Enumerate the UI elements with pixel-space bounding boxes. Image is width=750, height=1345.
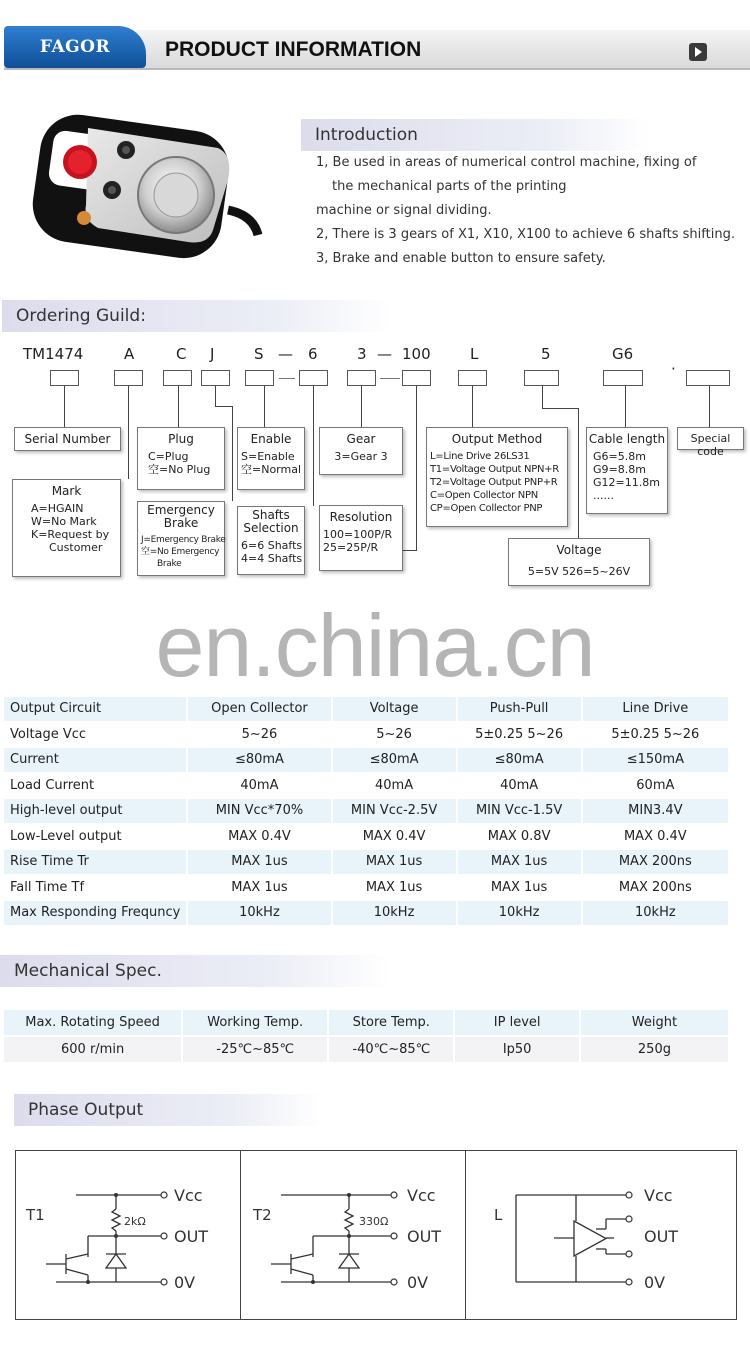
box-enable [237,427,305,490]
table-cell: Current [4,748,186,772]
code-slot [201,370,230,386]
code-part: 3 [357,345,367,363]
box-title: Emergency Brake [147,503,215,530]
connector [232,406,233,501]
table-cell: ≤80mA [458,748,581,772]
dash-line [380,378,400,379]
box-title: Enable [250,432,292,446]
code-part: S [254,345,264,363]
table-row [4,799,728,823]
table-cell: Max. Rotating Speed [4,1010,181,1035]
box-line: T2=Voltage Output PNP+R [430,477,558,488]
code-slot [347,370,376,386]
brand-logo: FAGOR [4,26,146,68]
table-row [4,723,728,747]
table-cell: Voltage [333,697,456,721]
box-line: Brake [157,559,182,569]
table-cell: 600 r/min [4,1037,181,1062]
intro-line: 1, Be used in areas of numerical control machine, fixing of [316,155,697,170]
table-row [4,901,728,925]
table-cell: MAX 1us [458,850,581,874]
table-cell: MAX 0.4V [188,825,330,849]
table-cell: 10kHz [583,901,728,925]
table-row [4,850,728,874]
box-voltage [508,538,650,586]
ordering-title: Ordering Guild: [2,300,392,332]
table-cell: Push-Pull [458,697,581,721]
box-title: Special code [690,432,731,458]
mechanical-title: Mechanical Spec. [0,955,390,987]
table-cell: Load Current [4,774,186,798]
code-slot [245,370,274,386]
table-cell: Open Collector [188,697,330,721]
intro-line: 3, Brake and enable button to ensure safety. [316,251,606,266]
box-line: K=Request by [31,528,110,541]
box-line: W=No Mark [31,515,97,528]
table-cell: ≤80mA [333,748,456,772]
table-cell: 40mA [333,774,456,798]
box-line: 100=100P/R [323,528,393,541]
table-cell: Rise Time Tr [4,850,186,874]
connector [313,386,314,506]
code-slot [458,370,487,386]
watermark: en.china.cn [155,596,595,695]
connector [472,386,473,427]
circuit-t1 [16,1151,239,1319]
table-cell: ≤80mA [188,748,330,772]
table-row [4,876,728,900]
table-cell: -40℃~85℃ [329,1037,453,1062]
zero-volt-label: 0V [644,1273,666,1292]
box-plug [137,427,225,490]
box-line: T1=Voltage Output NPN+R [430,464,559,475]
box-output-method [426,427,568,527]
connector [64,386,65,427]
table-cell: 60mA [583,774,728,798]
table-cell: MAX 0.8V [458,825,581,849]
code-slot [299,370,328,386]
table-cell: 250g [581,1037,728,1062]
box-serial-number [14,427,121,451]
table-cell: 10kHz [333,901,456,925]
table-cell: MAX 200ns [583,876,728,900]
code-part: TM1474 [23,345,84,363]
table-cell: MIN Vcc-2.5V [333,799,456,823]
table-row [4,697,728,721]
box-line: C=Plug [148,450,189,463]
connector [178,386,179,427]
out-label: OUT [644,1227,679,1246]
dash-line [279,378,295,379]
box-emergency-brake [137,501,225,576]
connector [625,386,626,427]
page-title: PRODUCT INFORMATION [165,38,422,61]
table-cell: Line Drive [583,697,728,721]
out-label: OUT [174,1227,209,1246]
table-cell: Voltage Vcc [4,723,186,747]
box-line: C=Open Collector NPN [430,490,538,501]
intro-line: the mechanical parts of the printing [332,179,567,194]
box-resolution [319,505,403,571]
code-slot [50,370,79,386]
intro-line: machine or signal dividing. [316,203,492,218]
code-part: G6 [612,345,634,363]
intro-title: Introduction [301,119,651,151]
table-cell: MAX 200ns [583,850,728,874]
code-part: 5 [541,345,551,363]
table-cell: IP level [455,1010,579,1035]
zero-volt-label: 0V [407,1273,429,1292]
code-part: A [124,345,135,363]
table-row [4,774,728,798]
box-line: 空=No Emergency [141,547,220,557]
code-part: 6 [308,345,318,363]
connector [709,386,710,427]
table-cell: MAX 1us [188,876,330,900]
circuit-label: T1 [26,1206,45,1224]
vcc-label: Vcc [644,1186,673,1205]
table-cell: MAX 0.4V [333,825,456,849]
code-slot [402,370,431,386]
box-line: G9=8.8m [593,463,646,476]
product-image [28,110,268,260]
table-row [4,825,728,849]
connector [542,408,578,409]
table-cell: Weight [581,1010,728,1035]
table-cell: MAX 1us [188,850,330,874]
box-line: 6=6 Shafts [241,539,303,552]
vcc-label: Vcc [174,1186,203,1205]
table-cell: MAX 0.4V [583,825,728,849]
box-gear [319,427,403,475]
vcc-label: Vcc [407,1186,436,1205]
box-line: 25=25P/R [323,541,379,554]
table-row [4,1037,728,1062]
resistor-value: 330Ω [359,1215,389,1228]
box-title: Shafts Selection [243,508,299,535]
connector [578,408,579,538]
table-cell: MIN Vcc-1.5V [458,799,581,823]
table-cell: 5~26 [188,723,330,747]
table-cell: High-level output [4,799,186,823]
box-line: 空=Normal [241,463,302,476]
table-cell: MIN3.4V [583,799,728,823]
box-shafts-selection [237,506,305,575]
table-cell: MAX 1us [333,876,456,900]
table-cell: MAX 1us [333,850,456,874]
table-cell: Ip50 [455,1037,579,1062]
box-title: Output Method [451,432,543,446]
box-cable-length [586,427,668,514]
box-line: A=HGAIN [31,502,84,515]
code-slot [524,370,559,386]
box-line: 4=4 Shafts [241,552,303,565]
box-line: 5=5V 526=5~26V [527,565,631,578]
table-cell: 5±0.25 5~26 [583,723,728,747]
box-title: Mark [51,484,82,498]
box-title: Plug [168,432,194,446]
out-label: OUT [407,1227,442,1246]
box-line: ...... [593,489,614,502]
box-line: 3=Gear 3 [334,450,388,463]
play-icon[interactable] [689,43,707,61]
connector [264,386,265,427]
table-cell: Working Temp. [183,1010,327,1035]
intro-line: 2, There is 3 gears of X1, X10, X100 to achieve 6 shafts shifting. [316,227,735,242]
box-title: Gear [346,432,376,446]
box-title: Voltage [556,543,602,557]
box-title: Resolution [329,510,393,524]
table-cell: 10kHz [458,901,581,925]
table-row [4,748,728,772]
table-cell: 5~26 [333,723,456,747]
code-part: — [377,345,392,363]
connector [542,386,543,408]
code-part: C [176,345,187,363]
connector [215,386,216,406]
table-cell: 40mA [458,774,581,798]
code-part: 100 [402,345,431,363]
code-part: L [470,345,479,363]
box-line: 空=No Plug [148,463,211,476]
code-slot [163,370,192,386]
table-cell: 10kHz [188,901,330,925]
connector [128,386,129,479]
box-line: S=Enable [241,450,295,463]
table-cell: -25℃~85℃ [183,1037,327,1062]
resistor-value: 2kΩ [124,1215,146,1228]
table-cell: 40mA [188,774,330,798]
circuit-label: T2 [253,1206,272,1224]
code-part: — [278,345,293,363]
box-line: Customer [49,541,103,554]
table-cell: Fall Time Tf [4,876,186,900]
zero-volt-label: 0V [174,1273,196,1292]
mechanical-table [2,1008,730,1064]
connector [403,550,417,551]
code-slot [686,370,730,386]
box-line: L=Line Drive 26LS31 [430,451,530,462]
code-slot [114,370,143,386]
table-cell: Store Temp. [329,1010,453,1035]
table-cell: ≤150mA [583,748,728,772]
code-part: · [671,360,676,378]
output-spec-table [2,695,730,927]
code-slot [603,370,643,386]
table-cell: MAX 1us [458,876,581,900]
circuit-t2 [241,1151,464,1319]
table-cell: 5±0.25 5~26 [458,723,581,747]
box-title: Cable length [588,432,666,446]
table-row [4,1010,728,1035]
code-part: J [210,345,215,363]
table-cell: Max Responding Frequncy [4,901,186,925]
connector [215,406,232,407]
connector [361,386,362,427]
phase-title: Phase Output [14,1094,324,1126]
table-cell: Output Circuit [4,697,186,721]
circuit-label: L [494,1206,503,1224]
box-special-code [677,427,744,458]
connector [416,386,417,550]
box-title: Serial Number [24,432,111,446]
table-cell: Low-Level output [4,825,186,849]
table-cell: MIN Vcc*70% [188,799,330,823]
box-line: CP=Open Collector PNP [430,503,543,514]
circuit-line-drive [466,1151,736,1319]
box-line: J=Emergency Brake [141,535,226,545]
box-mark [12,479,121,577]
box-line: G12=11.8m [593,476,660,489]
box-line: G6=5.8m [593,450,646,463]
